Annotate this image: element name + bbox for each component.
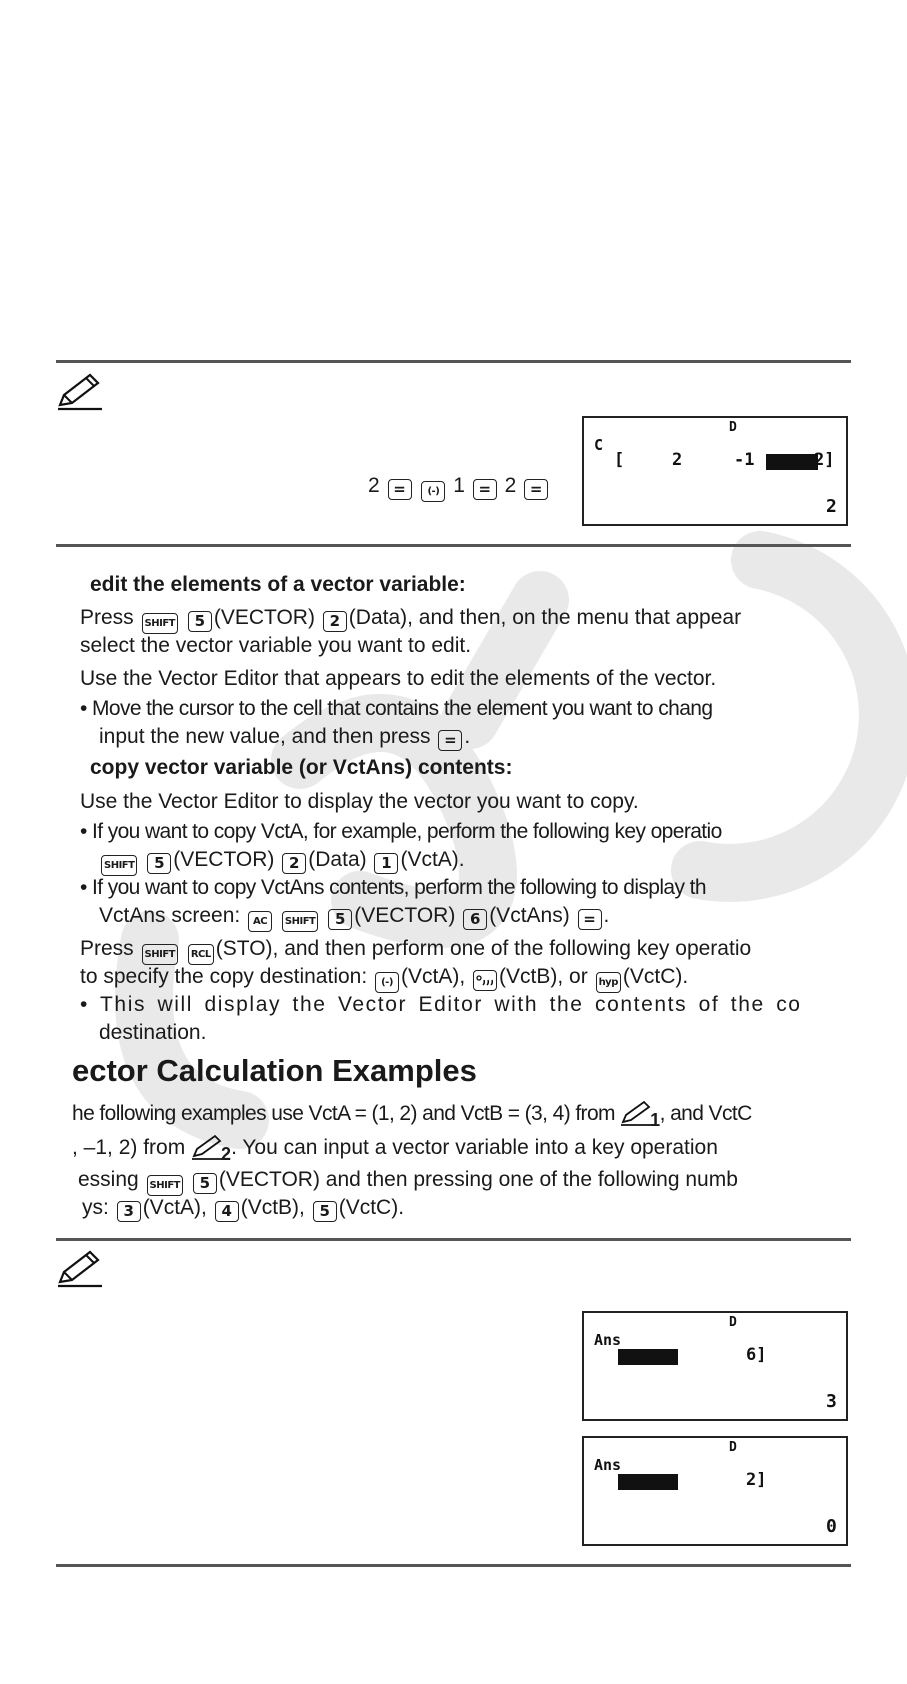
lcd-cursor-highlight — [618, 1474, 678, 1490]
key-5: 5 — [147, 853, 171, 874]
copy-bullet1-line2 — [99, 848, 465, 876]
copy-bullet1-vcta: (VctA). — [400, 848, 465, 871]
negative-key: (-) — [375, 972, 399, 993]
edit-bullet1-line1: • Move the cursor to the cell that contains the element you want to chang — [80, 697, 713, 720]
copy-step1: Use the Vector Editor to display the vector you want to copy. — [80, 790, 639, 813]
key-5: 5 — [188, 611, 212, 632]
lcd-ans-label: Ans — [594, 1331, 622, 1349]
copy-bullet2-vector: (VECTOR) — [354, 904, 456, 927]
lcd-screen-3 — [582, 1436, 848, 1546]
example1-keystrokes — [368, 474, 550, 502]
equals-key: = — [578, 909, 602, 930]
shift-key: SHIFT — [142, 944, 178, 965]
edit-step1-line1 — [80, 606, 741, 634]
lcd-bracket: [ — [614, 450, 625, 470]
key-5: 5 — [193, 1173, 217, 1194]
lcd-result: 0 — [826, 1516, 837, 1537]
edit-step1-line2: select the vector variable you want to edit. — [80, 634, 472, 657]
examples-p2-text: , –1, 2) from — [72, 1136, 186, 1159]
lcd-screen-1 — [582, 416, 848, 526]
lcd-result: 2 — [826, 496, 837, 517]
examples-p3 — [78, 1168, 738, 1196]
example1-bottom-rule — [56, 544, 851, 547]
key-label-2: 2 — [368, 474, 380, 497]
copy-step2-dest: to specify the copy destination: — [80, 965, 368, 988]
edit-step2: Use the Vector Editor that appears to edit the elements of the vector. — [80, 667, 717, 690]
copy-step2-line1 — [80, 937, 751, 965]
examples-p4-vctc: (VctC). — [338, 1196, 405, 1219]
edit-bullet1-text: input the new value, and then press — [99, 725, 431, 748]
equals-key: = — [524, 479, 548, 500]
lcd-variable-label: C — [594, 436, 604, 454]
examples-p1-vctc: , and VctC — [659, 1102, 752, 1125]
examples-p4-vctb: (VctB), — [240, 1196, 305, 1219]
examples-heading: ector Calculation Examples — [72, 1053, 477, 1088]
example1-top-rule — [56, 360, 851, 363]
edit-step1-data: (Data), and then, on the menu that appear — [348, 606, 742, 629]
key-5: 5 — [313, 1201, 337, 1222]
example-pencil-icon — [56, 1250, 104, 1288]
examples-p4-vcta: (VctA), — [142, 1196, 207, 1219]
key-3: 3 — [117, 1201, 141, 1222]
edit-step1-vector: (VECTOR) — [213, 606, 315, 629]
lcd-screen-2 — [582, 1311, 848, 1421]
copy-step2-vcta: (VctA), — [401, 965, 466, 988]
example2-top-rule — [56, 1238, 851, 1241]
examples-p2-rest: . You can input a vector variable into a key operation — [231, 1136, 718, 1159]
key-5: 5 — [328, 909, 352, 930]
lcd-value: 6] — [746, 1345, 767, 1365]
copy-step2-vctc: (VctC). — [622, 965, 689, 988]
copy-bullet1-vector: (VECTOR) — [173, 848, 275, 871]
lcd-element-2: -1 — [734, 450, 755, 470]
negative-key: (-) — [421, 481, 445, 502]
equals-key: = — [438, 730, 462, 751]
ac-key: AC — [248, 911, 272, 932]
mode-number-2: 2 — [221, 1144, 232, 1164]
examples-p4 — [82, 1196, 404, 1222]
copy-bullet1-line1: • If you want to copy VctA, for example, perform the following key operatio — [80, 820, 722, 843]
lcd-element-1: 2 — [672, 450, 683, 470]
rcl-key: RCL — [188, 944, 214, 965]
lcd-result: 3 — [826, 1391, 837, 1412]
copy-bullet2-vctans: (VctAns) — [489, 904, 570, 927]
key-2: 2 — [323, 611, 347, 632]
example-pencil-icon — [56, 373, 104, 411]
degree-key-icon — [473, 970, 497, 991]
hyp-key: hyp — [596, 972, 621, 993]
edit-step1-text: Press — [80, 606, 134, 629]
shift-key: SHIFT — [101, 855, 137, 876]
copy-step2-line2 — [80, 965, 688, 993]
examples-p3-rest: (VECTOR) and then pressing one of the following numb — [218, 1168, 738, 1191]
lcd-ans-label: Ans — [594, 1456, 622, 1474]
lcd-value: 2] — [746, 1470, 767, 1490]
equals-key: = — [388, 479, 412, 500]
lcd-mode-indicator: D — [729, 1315, 737, 1330]
copy-bullet2-line1: • If you want to copy VctAns contents, perform the following to display th — [80, 876, 706, 899]
examples-p3-text: essing — [78, 1168, 139, 1191]
examples-p4-text: ys: — [82, 1196, 109, 1219]
copy-bullet3-line1: • This will display the Vector Editor with the contents of the co — [80, 993, 802, 1016]
copy-heading: copy vector variable (or VctAns) contents: — [90, 756, 513, 779]
copy-step2-press: Press — [80, 937, 134, 960]
copy-bullet2-text: VctAns screen: — [99, 904, 241, 927]
edit-bullet1-line2: input the new value, and then press = . — [99, 725, 471, 749]
copy-bullet1-data: (Data) — [308, 848, 367, 871]
shift-key: SHIFT — [282, 911, 318, 932]
examples-p1-text: he following examples use VctA = (1, 2) and VctB = (3, 4) from — [72, 1102, 615, 1125]
key-1: 1 — [374, 853, 398, 874]
copy-bullet2-line2: VctAns screen: AC SHIFT 5 (VECTOR) 6 (VctAns) = . — [99, 904, 609, 932]
copy-step2-sto: (STO), and then perform one of the following key operatio — [215, 937, 752, 960]
copy-bullet3-line2: destination. — [99, 1021, 207, 1044]
examples-p1 — [72, 1100, 752, 1131]
lcd-element-3: 2] — [814, 450, 835, 470]
lcd-mode-indicator: D — [729, 420, 737, 435]
edit-heading: edit the elements of a vector variable: — [90, 573, 466, 596]
shift-key: SHIFT — [142, 613, 178, 634]
key-label-1: 1 — [453, 474, 465, 497]
mode-number-1: 1 — [650, 1110, 660, 1130]
equals-key: = — [473, 479, 497, 500]
lcd-cursor-highlight — [766, 454, 818, 470]
example2-bottom-rule — [56, 1564, 851, 1567]
key-2: 2 — [282, 853, 306, 874]
lcd-mode-indicator: D — [729, 1440, 737, 1455]
key-label-2: 2 — [504, 474, 517, 497]
key-4: 4 — [215, 1201, 239, 1222]
lcd-cursor-highlight — [618, 1349, 678, 1365]
copy-step2-vctb: (VctB), or — [499, 965, 588, 988]
shift-key: SHIFT — [147, 1175, 183, 1196]
examples-p2 — [72, 1134, 718, 1165]
key-6: 6 — [463, 909, 487, 930]
